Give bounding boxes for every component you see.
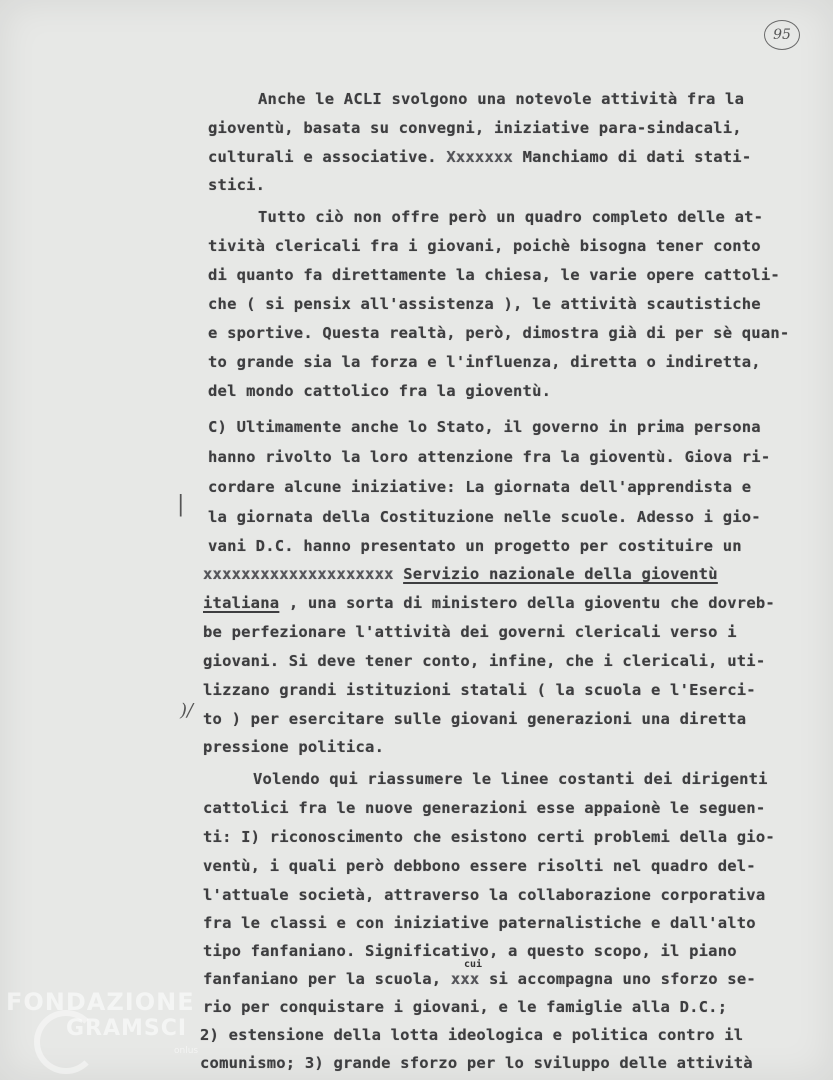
text-line: fra le classi e con iniziative paternalistiche e dall'alto	[203, 914, 756, 932]
text-line: del mondo cattolico fra la gioventù.	[208, 382, 552, 400]
text-line: Tutto ciò non offre però un quadro completo delle at-	[258, 208, 764, 226]
text-segment: fanfaniano per la scuola,	[203, 970, 442, 988]
page-number: 95	[764, 20, 800, 50]
text-line: lizzano grandi istituzioni statali ( la scuola e l'Eserci-	[203, 681, 756, 699]
text-line: vani D.C. hanno presentato un progetto per costituire un	[208, 537, 742, 555]
text-line: tipo fanfaniano. Significativo, a questo scopo, il piano	[203, 942, 737, 960]
interlinear-insertion: cui	[464, 959, 483, 970]
struck-text: xxxxxxxxxxxxxxxxxxxx	[203, 565, 394, 583]
text-line: be perfezionare l'attività dei governi clericali verso i	[203, 623, 737, 641]
text-line: C) Ultimamente anche lo Stato, il governo in prima persona	[208, 418, 761, 436]
text-line: che ( si pensix all'assistenza ), le attività scautistiche	[208, 295, 761, 313]
text-line: ti: I) riconoscimento che esistono certi problemi della gio-	[203, 828, 775, 846]
text-line: comunismo; 3) grande sforzo per lo sviluppo delle attività	[200, 1054, 753, 1072]
text-line: e sportive. Questa realtà, però, dimostra già di per sè quan-	[208, 324, 790, 342]
text-line: di quanto fa direttamente la chiesa, le varie opere cattoli-	[208, 266, 780, 284]
text-segment: si accompagna uno sforzo se-	[489, 970, 756, 988]
text-line: rio per conquistare i giovani, e le famiglie alla D.C.;	[203, 998, 728, 1016]
underlined-title: italiana	[203, 594, 280, 612]
text-line: to grande sia la forza e l'influenza, diretta o indiretta,	[208, 353, 761, 371]
text-line: ventù, i quali però debbono essere risolti nel quadro del-	[203, 857, 756, 875]
text-line	[203, 565, 718, 583]
struck-text: Xxxxxxx	[446, 148, 514, 166]
text-line: to ) per esercitare sulle giovani generazioni una diretta	[203, 710, 747, 728]
text-line: la giornata della Costituzione nelle scuole. Adesso i gio-	[208, 508, 761, 526]
struck-text: xxx	[450, 970, 480, 988]
text-line: cattolici fra le nuove generazioni esse appaionè le seguen-	[203, 799, 766, 817]
text-line	[203, 594, 775, 612]
watermark-line3: onlus	[174, 1046, 199, 1056]
margin-check-mark: )/	[180, 700, 194, 721]
text-segment: culturali e associative.	[208, 148, 437, 166]
text-line: stici.	[208, 176, 266, 194]
underlined-title: Servizio nazionale della gioventù	[403, 565, 718, 583]
archive-watermark	[6, 988, 199, 1056]
text-segment: , una sorta di ministero della gioventu che dovreb-	[288, 594, 775, 612]
text-line: Volendo qui riassumere le linee costanti dei dirigenti	[253, 770, 768, 788]
text-line: cordare alcune iniziative: La giornata dell'apprendista e	[208, 478, 752, 496]
watermark-line2: GRAMSCI	[66, 1016, 188, 1041]
text-line: pressione politica.	[203, 738, 385, 756]
text-line: gioventù, basata su convegni, iniziative para-sindacali,	[208, 119, 742, 137]
text-line: hanno rivolto la loro attenzione fra la gioventù. Giova ri-	[208, 448, 771, 466]
text-line: tività clericali fra i giovani, poichè bisogna tener conto	[208, 237, 761, 255]
text-line: 2) estensione della lotta ideologica e politica contro il	[200, 1026, 744, 1044]
text-line: l'attuale società, attraverso la collaborazione corporativa	[203, 886, 766, 904]
watermark-line1: FONDAZIONE	[6, 988, 195, 1016]
text-line	[208, 148, 751, 166]
text-line: Anche le ACLI svolgono una notevole attività fra la	[258, 90, 745, 108]
margin-bar-mark: |	[177, 492, 185, 517]
text-segment: Manchiamo di dati stati-	[522, 148, 752, 166]
text-line: giovani. Si deve tener conto, infine, che i clericali, uti-	[203, 652, 766, 670]
text-line	[203, 970, 756, 988]
